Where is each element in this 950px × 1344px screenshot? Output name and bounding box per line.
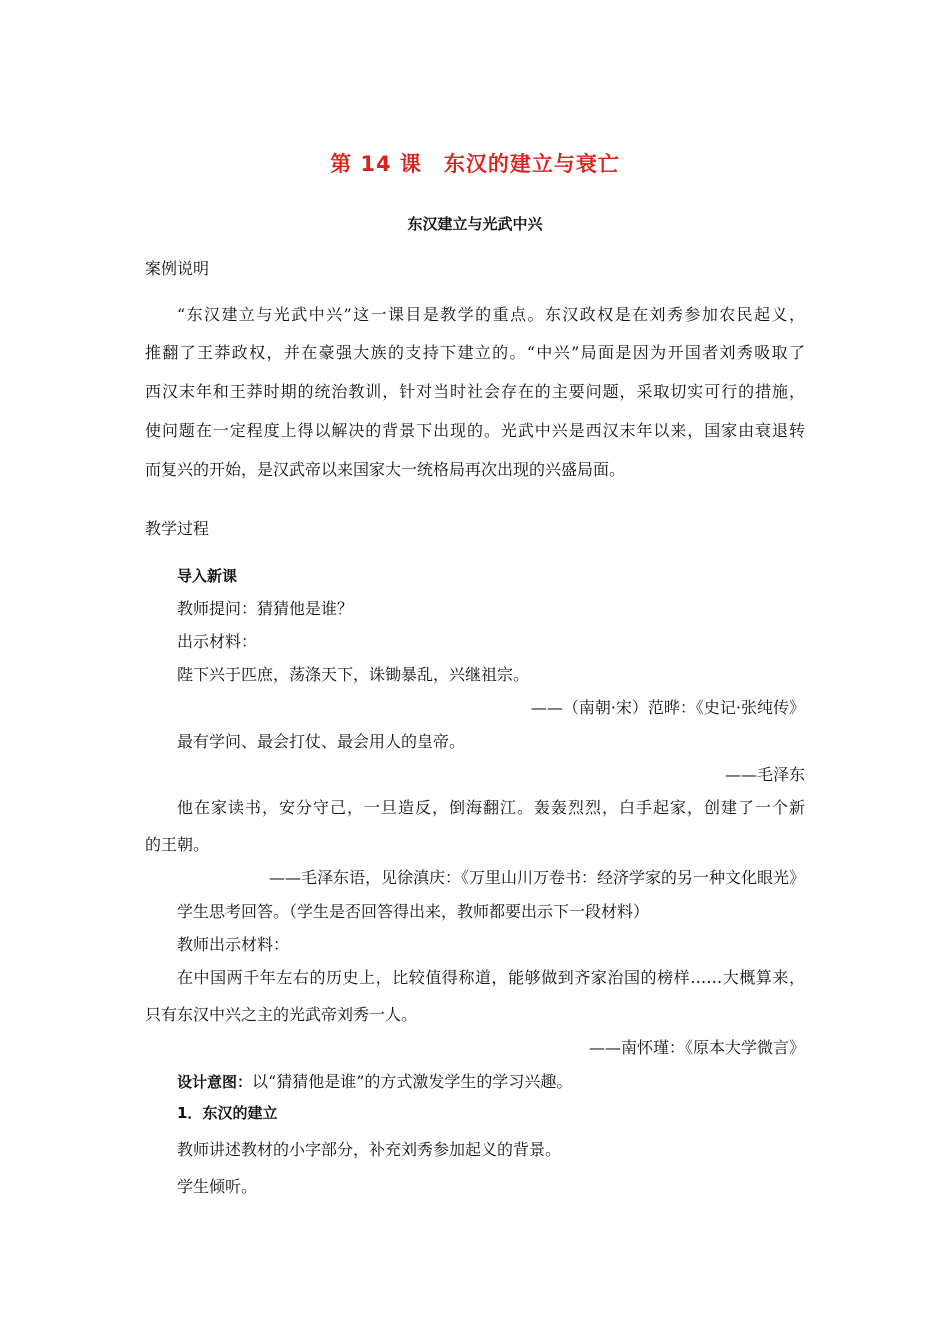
student-listen: 学生倾听。 xyxy=(177,1177,258,1196)
teacher-show: 教师出示材料： xyxy=(177,935,290,954)
case-para-line-1: “东汉建立与光武中兴”这一课目是教学的重点。东汉政权是在刘秀参加农民起义， xyxy=(177,305,805,324)
source-2: ——毛泽东 xyxy=(724,765,805,784)
student-answer: 学生思考回答。（学生是否回答得出来，教师都要出示下一段材料） xyxy=(177,902,650,921)
case-para-line-2: 推翻了王莽政权，并在豪强大族的支持下建立的。“中兴”局面是因为开国者刘秀吸取了 xyxy=(145,343,805,362)
quote-3-line-2: 的王朝。 xyxy=(145,835,210,854)
section-1-title: 东汉的建立 xyxy=(202,1104,278,1122)
process-heading: 教学过程 xyxy=(145,519,210,538)
section-subtitle: 东汉建立与光武中兴 xyxy=(407,215,543,233)
quote-3-line-1: 他在家读书，安分守己，一旦造反，倒海翻江。轰轰烈烈，白手起家，创建了一个新 xyxy=(177,798,805,817)
case-para-line-4: 使问题在一定程度上得以解决的背景下出现的。光武中兴是西汉末年以来，国家由衰退转 xyxy=(145,421,805,440)
case-heading: 案例说明 xyxy=(145,259,210,278)
design-intent-text: 以“猜猜他是谁”的方式激发学生的学习兴趣。 xyxy=(252,1072,573,1091)
case-para-line-3: 西汉末年和王莽时期的统治教训，针对当时社会存在的主要问题，采取切实可行的措施， xyxy=(145,382,805,401)
source-1: ——（南朝·宋）范晔：《史记·张纯传》 xyxy=(530,698,805,717)
source-3: ——毛泽东语，见徐滇庆：《万里山川万卷书：经济学家的另一种文化眼光》 xyxy=(268,868,805,887)
teacher-narrate: 教师讲述教材的小字部分，补充刘秀参加起义的背景。 xyxy=(177,1140,562,1159)
quote-2: 最有学问、最会打仗、最会用人的皇帝。 xyxy=(177,732,466,751)
section-1-number: 1． xyxy=(177,1104,203,1122)
quote-4-line-2: 只有东汉中兴之主的光武帝刘秀一人。 xyxy=(145,1005,418,1024)
quote-4-line-1: 在中国两千年左右的历史上，比较值得称道，能够做到齐家治国的榜样……大概算来， xyxy=(177,968,805,987)
teacher-question: 教师提问：猜猜他是谁？ xyxy=(177,599,354,618)
lesson-title: 第 14 课 东汉的建立与衰亡 xyxy=(330,152,620,176)
section-1-heading xyxy=(177,1102,277,1124)
design-intent xyxy=(177,1071,572,1093)
quote-1: 陛下兴于匹庶，荡涤天下，诛锄暴乱，兴继祖宗。 xyxy=(177,665,530,684)
design-intent-label: 设计意图： xyxy=(177,1073,253,1091)
source-4: ——南怀瑾：《原本大学微言》 xyxy=(588,1038,805,1057)
case-para-line-5: 而复兴的开始，是汉武帝以来国家大一统格局再次出现的兴盛局面。 xyxy=(145,460,626,479)
intro-heading: 导入新课 xyxy=(177,567,238,585)
show-material: 出示材料： xyxy=(177,632,258,651)
